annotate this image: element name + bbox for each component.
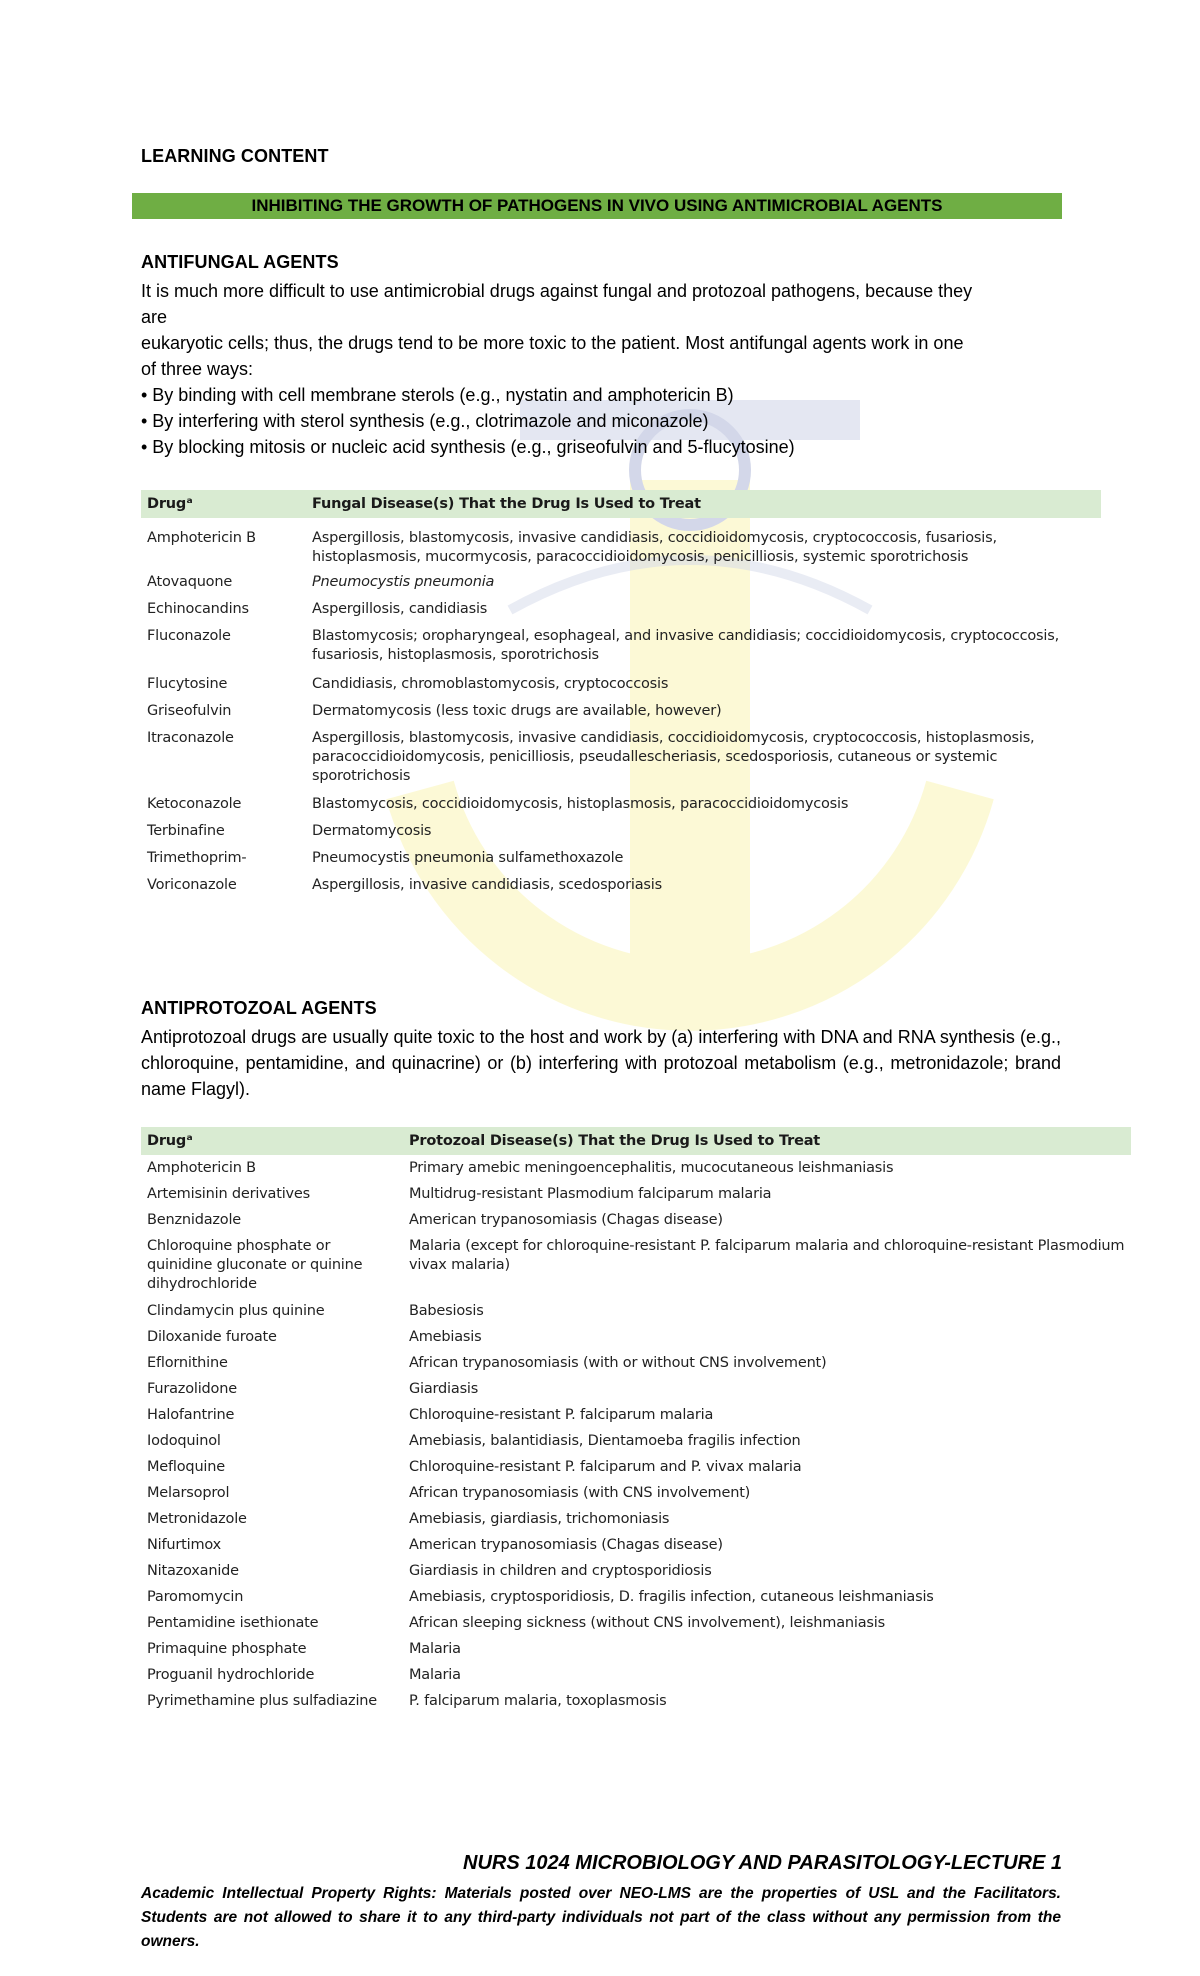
table-row <box>141 723 1101 789</box>
drug-name: Terbinafine <box>147 823 225 839</box>
table-header-row <box>141 1127 1131 1155</box>
drug-name: Pentamidine isethionate <box>147 1615 319 1631</box>
intro-line: It is much more difficult to use antimicrobial drugs against fungal and protozoal pathogens, because they <box>141 281 973 301</box>
table-row <box>141 518 1101 567</box>
disease-list: Babesiosis <box>409 1303 484 1319</box>
disease-list: Dermatomycosis <box>312 823 432 839</box>
table-row <box>141 1428 1131 1454</box>
table-row <box>141 696 1101 723</box>
disease-list: Primary amebic meningoencephalitis, mucocutaneous leishmaniasis <box>409 1160 894 1176</box>
column-header: Fungal Disease(s) That the Drug Is Used to Treat <box>306 490 1101 518</box>
antiprotozoal-paragraph: Antiprotozoal drugs are usually quite toxic to the host and work by (a) interfering with DNA and RNA synthesis (e.g., chloroquine, pentamidine, and quinacrine) or (b) interfering with protozoal metabolism (e.g., metronidazole; brand name Flagyl). <box>141 1027 1061 1099</box>
drug-name: Proguanil hydrochloride <box>147 1667 315 1683</box>
table-row <box>141 843 1101 870</box>
disease-list: Chloroquine-resistant P. falciparum malaria <box>409 1407 714 1423</box>
disease-list: Amebiasis, giardiasis, trichomoniasis <box>409 1511 670 1527</box>
disease-list: African trypanosomiasis (with or without CNS involvement) <box>409 1355 827 1371</box>
table-row <box>141 1688 1131 1732</box>
disease-list: Multidrug-resistant Plasmodium falciparum malaria <box>409 1186 772 1202</box>
disease-list: Pneumocystis pneumonia sulfamethoxazole <box>312 850 624 866</box>
drug-name: Ketoconazole <box>147 796 242 812</box>
table-row <box>141 1480 1131 1506</box>
drug-name: Melarsoprol <box>147 1485 230 1501</box>
drug-name: Furazolidone <box>147 1381 237 1397</box>
table-row <box>141 1350 1131 1376</box>
table-row <box>141 1558 1131 1584</box>
drug-name: Primaquine phosphate <box>147 1641 307 1657</box>
section-banner: INHIBITING THE GROWTH OF PATHOGENS IN VIVO USING ANTIMICROBIAL AGENTS <box>132 193 1062 219</box>
disease-list: Giardiasis in children and cryptosporidiosis <box>409 1563 712 1579</box>
bullet-item: • By binding with cell membrane sterols (e.g., nystatin and amphotericin B) <box>141 385 734 405</box>
table-row <box>141 1532 1131 1558</box>
disease-list: Amebiasis <box>409 1329 482 1345</box>
drug-name: Clindamycin plus quinine <box>147 1303 325 1319</box>
disease-list: Giardiasis <box>409 1381 479 1397</box>
bullet-item: • By blocking mitosis or nucleic acid synthesis (e.g., griseofulvin and 5-flucytosine) <box>141 437 795 457</box>
table-row <box>141 1298 1131 1324</box>
drug-name: Mefloquine <box>147 1459 225 1475</box>
table-row <box>141 816 1101 843</box>
course-footer: NURS 1024 MICROBIOLOGY AND PARASITOLOGY-LECTURE 1 <box>463 1852 1062 1874</box>
drug-name: Paromomycin <box>147 1589 244 1605</box>
table-row <box>141 1454 1131 1480</box>
drug-name: Itraconazole <box>147 730 234 746</box>
table-row <box>141 1181 1131 1207</box>
table-row <box>141 1155 1131 1181</box>
table-row <box>141 567 1101 594</box>
bullet-item: • By interfering with sterol synthesis (e.g., clotrimazole and miconazole) <box>141 411 709 431</box>
drug-name: Voriconazole <box>147 877 237 893</box>
disease-list: Aspergillosis, invasive candidiasis, scedosporiasis <box>312 877 662 893</box>
drug-name: Nifurtimox <box>147 1537 221 1553</box>
disease-list: Malaria <box>409 1641 461 1657</box>
disease-list: Aspergillosis, blastomycosis, invasive candidiasis, coccidioidomycosis, cryptococcosis, histoplasmosis, paracoccidioidomycosis, penicilliosis, pseudallescheriasis, scedosporiosis, cutaneous or systemic sporotrichosis <box>312 730 1035 784</box>
disease-list: Candidiasis, chromoblastomycosis, cryptococcosis <box>312 676 669 692</box>
table-row <box>141 621 1101 669</box>
drug-name: Fluconazole <box>147 628 231 644</box>
disease-list: Pneumocystis pneumonia <box>312 574 495 590</box>
drug-name: Atovaquone <box>147 574 233 590</box>
column-header: Protozoal Disease(s) That the Drug Is Used to Treat <box>403 1127 1131 1155</box>
antifungal-intro <box>141 278 1061 460</box>
disease-list: Amebiasis, cryptosporidiosis, D. fragilis infection, cutaneous leishmaniasis <box>409 1589 934 1605</box>
drug-name: Echinocandins <box>147 601 249 617</box>
disease-list: African sleeping sickness (without CNS involvement), leishmaniasis <box>409 1615 885 1631</box>
drug-name: Halofantrine <box>147 1407 235 1423</box>
table-row <box>141 1376 1131 1402</box>
table-row <box>141 1506 1131 1532</box>
disease-list: Aspergillosis, candidiasis <box>312 601 488 617</box>
column-header: Drugᵃ <box>141 1127 403 1155</box>
table-row <box>141 870 1101 897</box>
drug-name: Flucytosine <box>147 676 228 692</box>
intro-line: are <box>141 307 168 327</box>
table-row <box>141 1610 1131 1636</box>
table-row <box>141 1207 1131 1233</box>
table-row <box>141 669 1101 696</box>
drug-name: Amphotericin B <box>147 1160 256 1176</box>
disease-list: Blastomycosis, coccidioidomycosis, histoplasmosis, paracoccidioidomycosis <box>312 796 849 812</box>
disease-list: Malaria <box>409 1667 461 1683</box>
drug-name: Metronidazole <box>147 1511 247 1527</box>
disease-list: African trypanosomiasis (with CNS involvement) <box>409 1485 751 1501</box>
page-heading: LEARNING CONTENT <box>141 146 329 166</box>
antifungal-table <box>141 490 1101 897</box>
drug-name: Eflornithine <box>147 1355 228 1371</box>
intro-line: eukaryotic cells; thus, the drugs tend to be more toxic to the patient. Most antifungal agents work in one <box>141 333 964 353</box>
disease-list: American trypanosomiasis (Chagas disease) <box>409 1212 723 1228</box>
drug-name: Artemisinin derivatives <box>147 1186 310 1202</box>
disease-list: Blastomycosis; oropharyngeal, esophageal, and invasive candidiasis; coccidioidomycosis, cryptococcosis, fusariosis, histoplasmosis, sporotrichosis <box>312 628 1060 663</box>
disease-list: P. falciparum malaria, toxoplasmosis <box>409 1693 667 1709</box>
table-row <box>141 594 1101 621</box>
disease-list: Chloroquine-resistant P. falciparum and P. vivax malaria <box>409 1459 802 1475</box>
disease-list: Amebiasis, balantidiasis, Dientamoeba fragilis infection <box>409 1433 801 1449</box>
drug-name: Benznidazole <box>147 1212 242 1228</box>
antiprotozoal-heading: ANTIPROTOZOAL AGENTS <box>141 998 377 1018</box>
drug-name: Iodoquinol <box>147 1433 221 1449</box>
table-header-row <box>141 490 1101 518</box>
rights-notice: Academic Intellectual Property Rights: Materials posted over NEO-LMS are the properties of USL and the Facilitators. Students are not allowed to share it to any third-party individuals not part of the class without any permission from the owners. <box>141 1885 1061 1950</box>
drug-name: Griseofulvin <box>147 703 232 719</box>
table-row <box>141 1662 1131 1688</box>
drug-name: Trimethoprim- <box>147 850 247 866</box>
disease-list: American trypanosomiasis (Chagas disease) <box>409 1537 723 1553</box>
drug-name: Amphotericin B <box>147 530 256 546</box>
column-header: Drugᵃ <box>141 490 306 518</box>
table-row <box>141 1402 1131 1428</box>
disease-list: Aspergillosis, blastomycosis, invasive candidiasis, coccidioidomycosis, cryptococcosis, fusariosis, histoplasmosis, mucormycosis, paracoccidioidomycosis, penicilliosis, systemic sporotrichosis <box>312 530 997 565</box>
table-row <box>141 1233 1131 1298</box>
disease-list: Dermatomycosis (less toxic drugs are available, however) <box>312 703 722 719</box>
antifungal-heading: ANTIFUNGAL AGENTS <box>141 252 339 272</box>
drug-name: Pyrimethamine plus sulfadiazine <box>147 1693 378 1709</box>
drug-name: Diloxanide furoate <box>147 1329 277 1345</box>
table-row <box>141 789 1101 816</box>
table-row <box>141 1636 1131 1662</box>
intro-line: of three ways: <box>141 359 254 379</box>
antiprotozoal-table <box>141 1127 1131 1732</box>
drug-name: Nitazoxanide <box>147 1563 239 1579</box>
table-row <box>141 1324 1131 1350</box>
drug-name: Chloroquine phosphate or quinidine gluconate or quinine dihydrochloride <box>147 1238 363 1292</box>
disease-list: Malaria (except for chloroquine-resistant P. falciparum malaria and chloroquine-resistant Plasmodium vivax malaria) <box>409 1238 1125 1273</box>
table-row <box>141 1584 1131 1610</box>
